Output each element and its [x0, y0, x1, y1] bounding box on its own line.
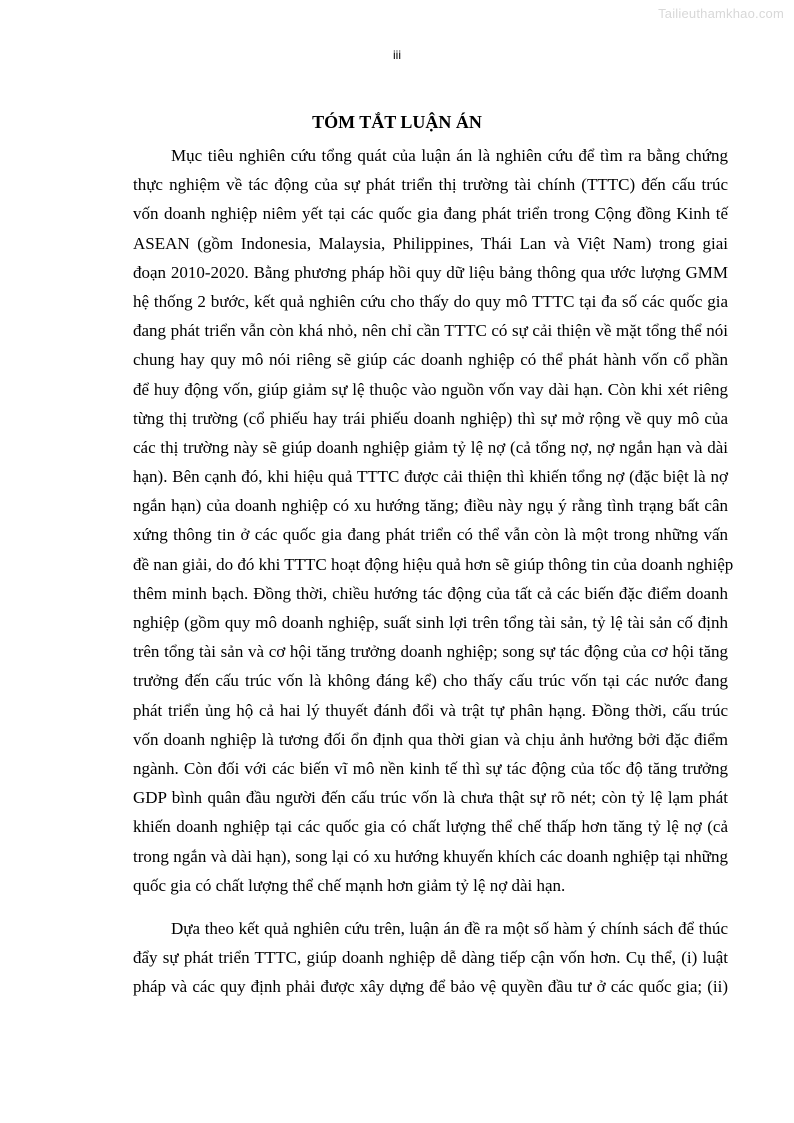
text-line: ASEAN (gồm Indonesia, Malaysia, Philippines, Thái Lan và Việt Nam) trong giai [133, 233, 728, 253]
text-line: phát triển ủng hộ cả hai lý thuyết đánh đổi và trật tự phân hạng. Đồng thời, cấu trúc [133, 700, 728, 720]
text-line: đang phát triển vẫn còn khá nhỏ, nên chỉ cần TTTC có sự cải thiện về mặt tổng thể nói [133, 321, 728, 341]
text-line: trên tổng tài sản và cơ hội tăng trưởng doanh nghiệp; song sự tác động của cơ hội tăng [133, 642, 728, 662]
text-line: hệ thống 2 bước, kết quả nghiên cứu cho thấy do quy mô TTTC tại đa số các quốc gia [133, 291, 728, 311]
text-line: ngắn hạn) của doanh nghiệp có xu hướng tăng; điều này ngụ ý rằng tình trạng bất cân [133, 496, 728, 516]
page-number: iii [393, 48, 401, 62]
text-line: pháp và các quy định phải được xây dựng để bảo vệ quyền đầu tư ở các quốc gia; (ii) [133, 977, 728, 997]
text-line: đề nan giải, do đó khi TTTC hoạt động hiệu quả hơn sẽ giúp thông tin của doanh nghiệp [133, 554, 734, 574]
text-line: trưởng đến cấu trúc vốn là không đáng kể) cho thấy cấu trúc vốn tại các nước đang [133, 671, 728, 691]
text-line: ngành. Còn đối với các biến vĩ mô nền kinh tế thì sự tác động của tốc độ tăng trưởng [133, 758, 728, 778]
text-line: hạn). Bên cạnh đó, khi hiệu quả TTTC được cải thiện thì khiến tổng nợ (đặc biệt là nợ [133, 467, 728, 487]
text-line: quốc gia có chất lượng thể chế mạnh hơn giảm tỷ lệ nợ dài hạn. [133, 875, 566, 895]
paragraph [133, 141, 734, 900]
text-line: xứng thông tin ở các quốc gia đang phát triển có thể vẫn còn là một trong những vấn [133, 525, 728, 545]
text-line: các thị trường này sẽ giúp doanh nghiệp giảm tỷ lệ nợ (cả tổng nợ, nợ ngắn hạn và dài [133, 437, 728, 457]
text-line: thực nghiệm về tác động của sự phát triển thị trường tài chính (TTTC) đến cấu trúc [133, 175, 728, 195]
text-line: để huy động vốn, giúp giảm sự lệ thuộc vào nguồn vốn vay dài hạn. Còn khi xét riêng [133, 379, 728, 399]
text-line: vốn doanh nghiệp là tương đối ổn định qua thời gian và chịu ảnh hưởng bởi đặc điểm [133, 729, 728, 749]
text-line: chung hay quy mô nói riêng sẽ giúp các doanh nghiệp có thể phát hành vốn cổ phần [133, 350, 728, 370]
document-body [133, 141, 734, 1001]
text-line: Dựa theo kết quả nghiên cứu trên, luận án đề ra một số hàm ý chính sách để thúc [171, 918, 728, 938]
watermark: Tailieuthamkhao.com [658, 6, 784, 21]
text-line: vốn doanh nghiệp niêm yết tại các quốc gia đang phát triển trong Cộng đồng Kinh tế [133, 204, 728, 224]
paragraph [133, 914, 728, 1002]
text-line: đoạn 2010-2020. Bằng phương pháp hồi quy dữ liệu bảng thông qua ước lượng GMM [133, 262, 728, 282]
text-line: trong ngắn và dài hạn), song lại có xu hướng khuyến khích các doanh nghiệp tại những [133, 846, 728, 866]
text-line: GDP bình quân đầu người đến cấu trúc vốn là chưa thật sự rõ nét; còn tỷ lệ lạm phát [133, 788, 728, 808]
text-line: đẩy sự phát triển TTTC, giúp doanh nghiệp dễ dàng tiếp cận vốn hơn. Cụ thể, (i) luật [133, 948, 728, 968]
text-line: thêm minh bạch. Đồng thời, chiều hướng tác động của tất cả các biến đặc điểm doanh [133, 583, 728, 603]
text-line: khiến doanh nghiệp tại các quốc gia có chất lượng thể chế thấp hơn tăng tỷ lệ nợ (cả [133, 817, 728, 837]
text-line: nghiệp (gồm quy mô doanh nghiệp, suất sinh lợi trên tổng tài sản, tỷ lệ tài sản cố định [133, 613, 728, 632]
text-line: từng thị trường (cổ phiếu hay trái phiếu doanh nghiệp) thì sự mở rộng về quy mô của [133, 408, 728, 428]
page-title: TÓM TẮT LUẬN ÁN [312, 112, 482, 132]
text-line: Mục tiêu nghiên cứu tổng quát của luận án là nghiên cứu để tìm ra bằng chứng [171, 146, 728, 165]
